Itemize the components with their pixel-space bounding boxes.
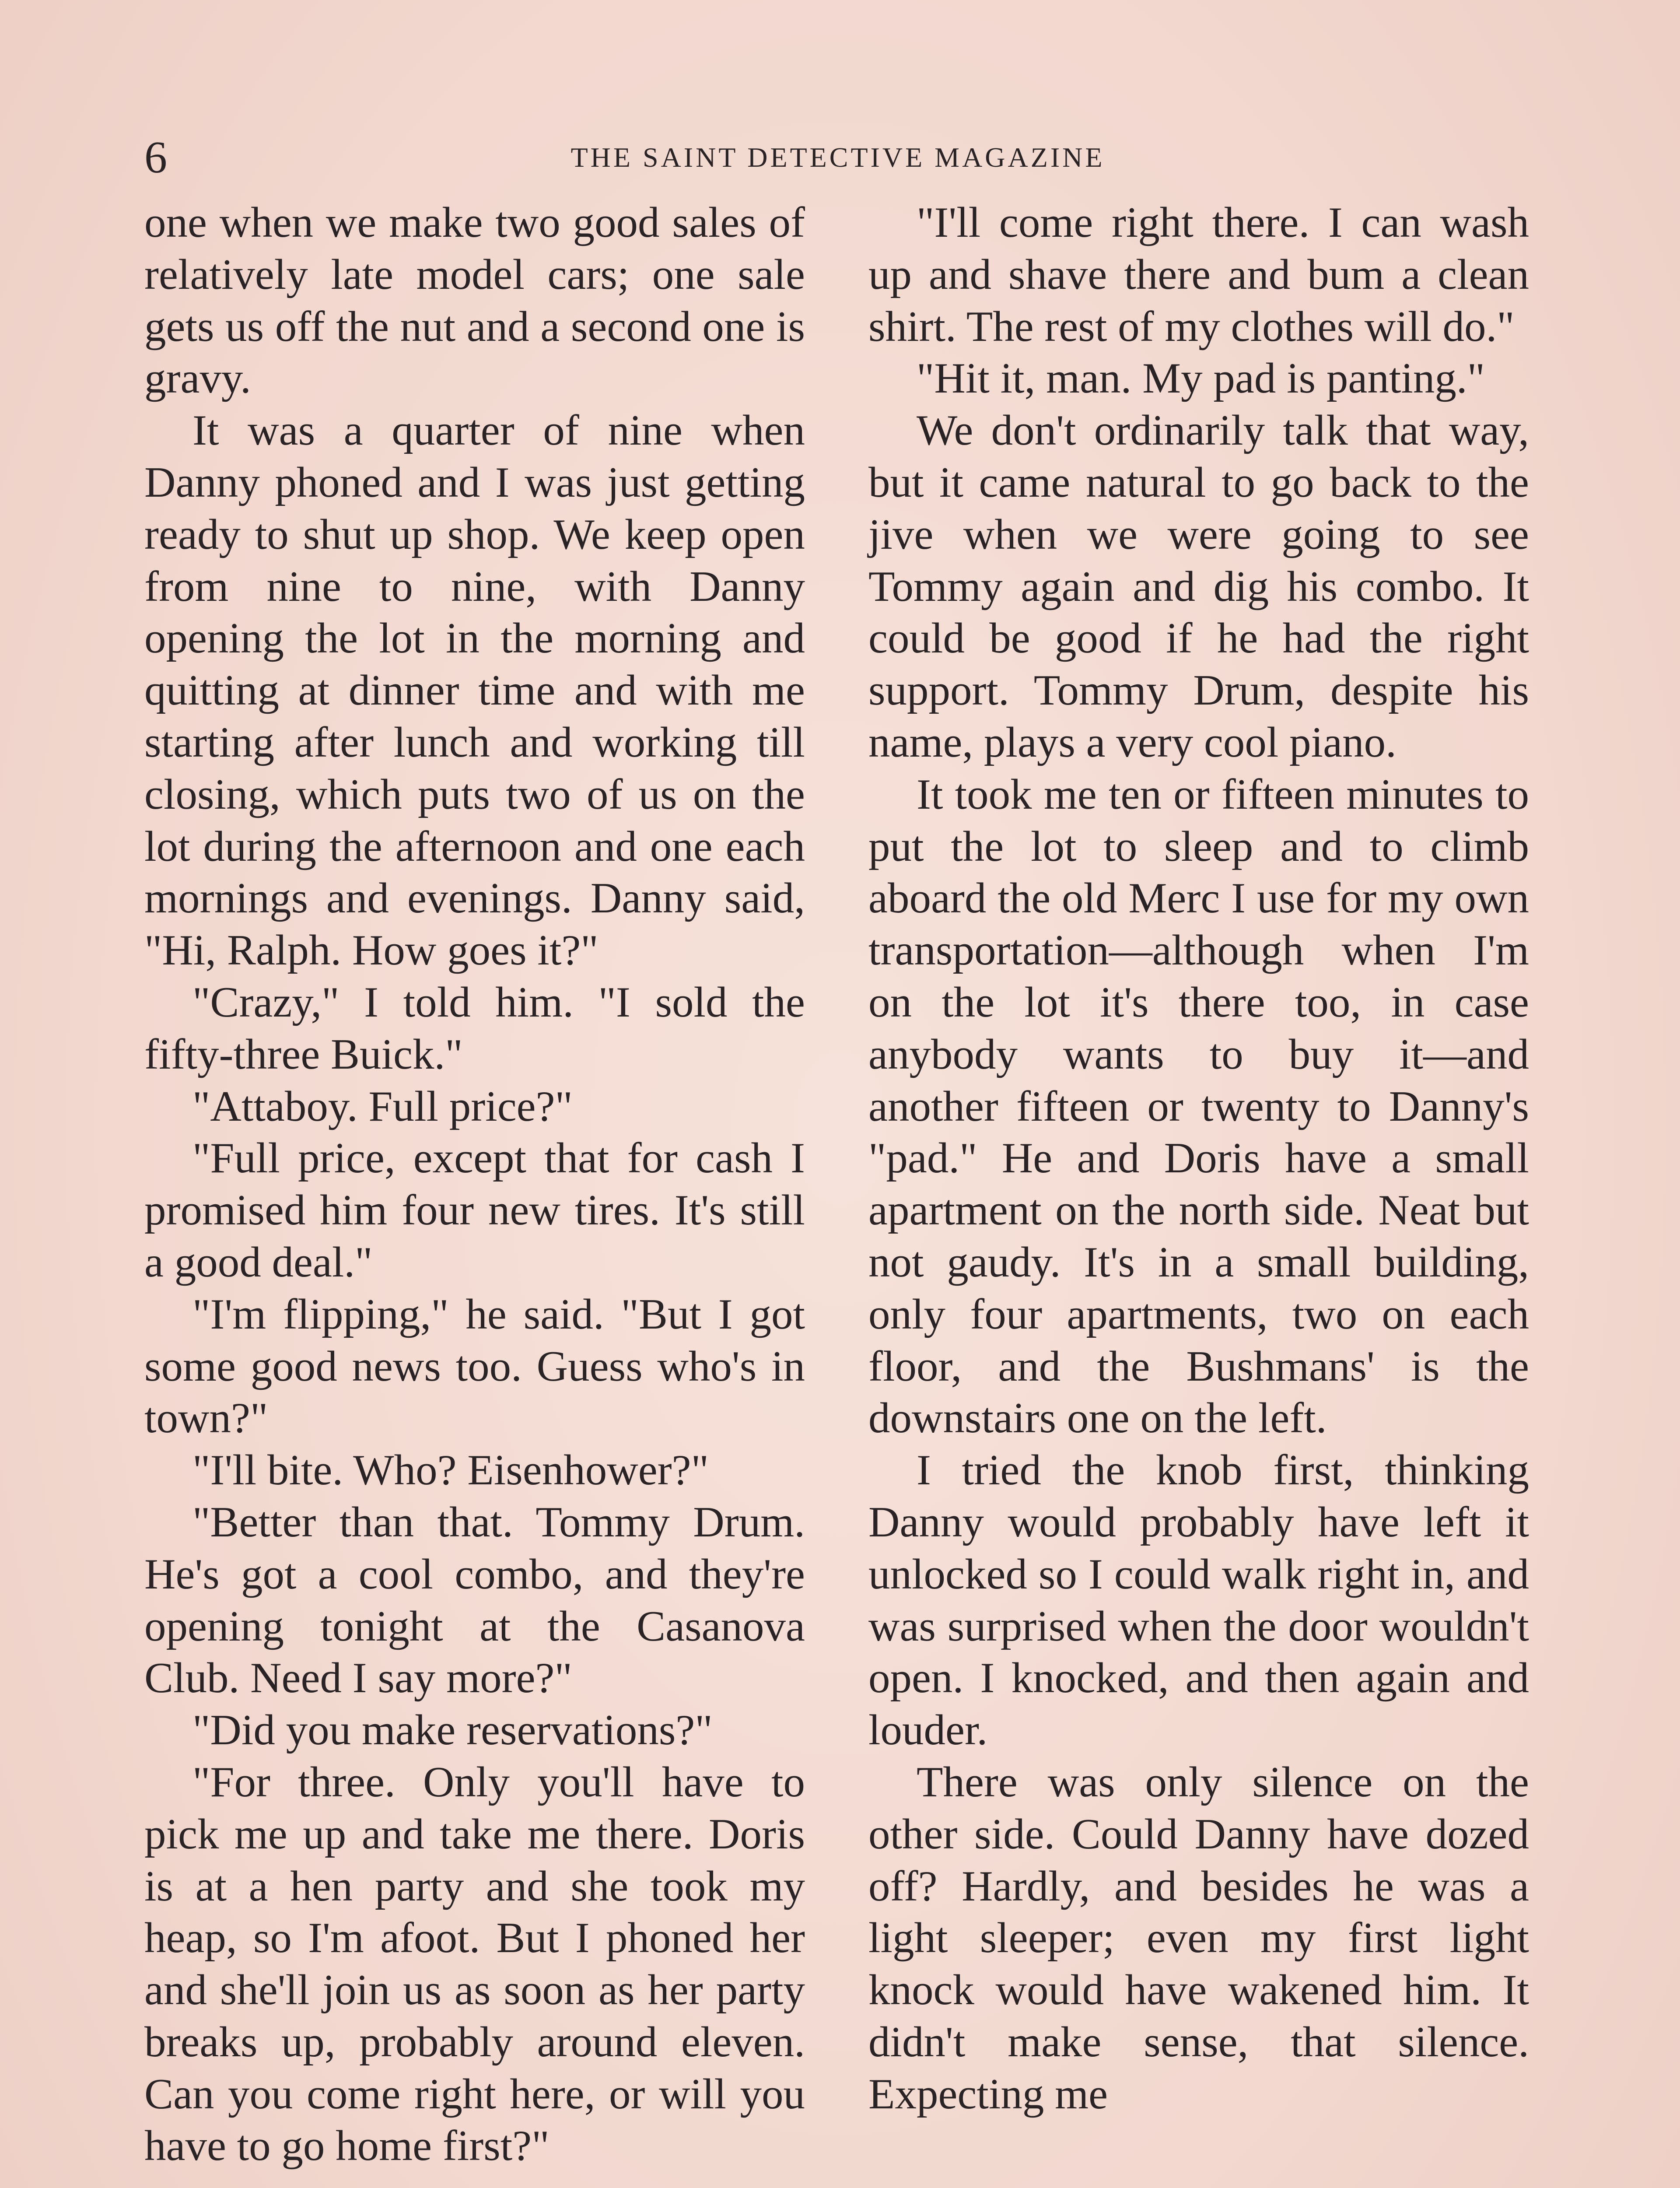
paragraph: There was only silence on the other side. Could Danny have dozed off? Hardly, and besides he was a light sleeper; even my first light knock would have wakened him. It didn't make sense, that silence. Expecting me — [868, 1758, 1529, 2118]
paragraph: "Better than that. Tommy Drum. He's got a cool combo, and they're opening tonight at the Casanova Club. Need I say more?" — [144, 1498, 805, 1702]
paragraph: one when we make two good sales of relatively late model cars; one sale gets us off the nut and a second one is gravy. — [144, 199, 805, 403]
paragraph: "I'll bite. Who? Eisenhower?" — [192, 1446, 709, 1494]
paragraph: It took me ten or fifteen minutes to put the lot to sleep and to climb aboard the old Merc I use for my own transportation—although when I'm on the lot it's there too, in case anybody wants to buy it—and another fifteen or twenty to Danny's "pad." He and Doris have a small apartment on the north side. Neat but not gaudy. It's in a small building, only four apartments, two on each floor, and the Bushmans' is the downstairs one on the left. — [868, 770, 1529, 1442]
page-number: 6 — [144, 132, 167, 182]
paragraph: "Hit it, man. My pad is panting." — [917, 354, 1485, 403]
paragraph: "Did you make reservations?" — [192, 1706, 713, 1754]
paragraph: It was a quarter of nine when Danny phoned and I was just getting ready to shut up shop. We keep open from nine to nine, with Danny opening the lot in the morning and quitting at dinner time and with me starting after lunch and working till closing, which puts two of us on the lot during the afternoon and one each mornings and evenings. Danny said, "Hi, Ralph. How goes it?" — [144, 407, 805, 975]
paragraph: "For three. Only you'll have to pick me up and take me there. Doris is at a hen party and she took my heap, so I'm afoot. But I phoned her and she'll join us as soon as her party breaks up, probably around eleven. Can you come right here, or will you have to go home first?" — [144, 1758, 805, 2170]
running-head: THE SAINT DETECTIVE MAGAZINE — [570, 142, 1105, 173]
page-header — [144, 127, 1531, 188]
right-column — [868, 197, 1529, 2120]
left-column — [144, 197, 805, 2172]
paragraph: "Attaboy. Full price?" — [192, 1082, 573, 1130]
paragraph: I tried the knob first, thinking Danny would probably have left it unlocked so I could walk right in, and was surprised when the door wouldn't open. I knocked, and then again and louder. — [868, 1446, 1529, 1754]
paragraph: We don't ordinarily talk that way, but it came natural to go back to the jive when we were going to see Tommy again and dig his combo. It could be good if he had the right support. Tommy Drum, despite his name, plays a very cool piano. — [868, 407, 1529, 766]
paragraph: "Full price, except that for cash I promised him four new tires. It's still a good deal." — [144, 1134, 805, 1286]
paragraph: "I'll come right there. I can wash up and shave there and bum a clean shirt. The rest of my clothes will do." — [868, 199, 1529, 351]
paragraph: "I'm flipping," he said. "But I got some good news too. Guess who's in town?" — [144, 1290, 805, 1442]
paragraph: "Crazy," I told him. "I sold the fifty-three Buick." — [144, 978, 805, 1078]
